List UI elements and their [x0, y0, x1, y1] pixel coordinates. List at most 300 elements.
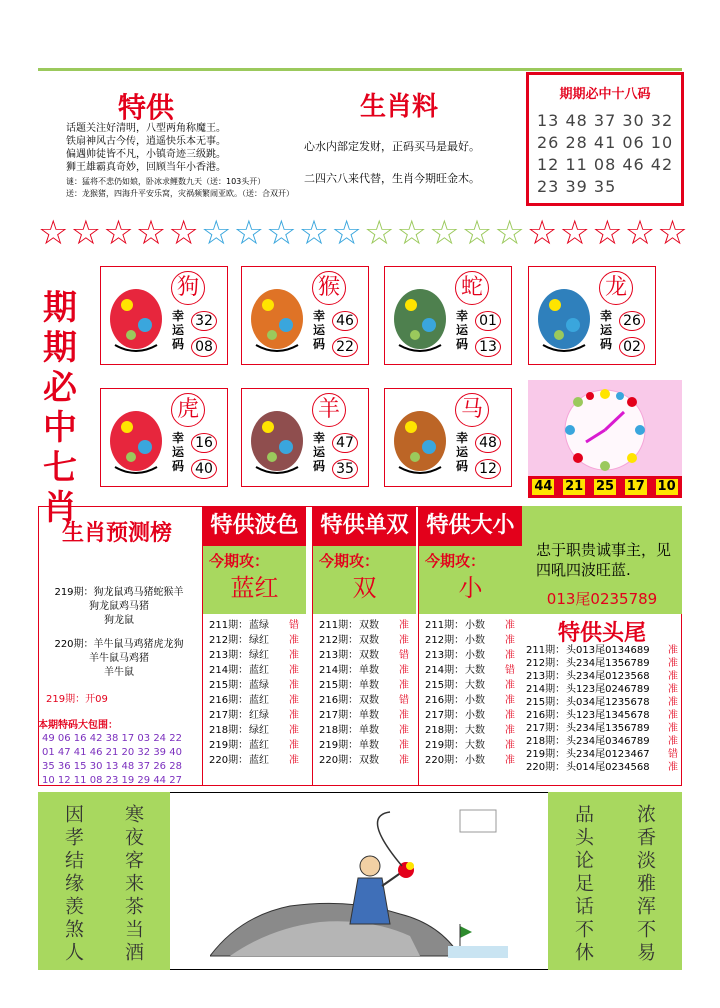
mark: 错	[505, 665, 515, 676]
lucky-number: 08	[191, 337, 217, 357]
lucky-number: 32	[191, 311, 217, 331]
history-row	[209, 693, 306, 708]
number-row: 13 48 37 30 32	[537, 111, 674, 130]
history-row	[425, 678, 522, 693]
lucky-number: 01	[475, 311, 501, 331]
zodiac-card	[384, 388, 512, 487]
pick: 双数	[359, 620, 379, 631]
pick: 头234尾0123568	[566, 671, 650, 682]
forecast-line: 狗龙鼠	[104, 615, 134, 626]
seven-side-title	[38, 288, 82, 528]
period: 211期：	[319, 620, 359, 631]
period: 220期：	[425, 755, 465, 766]
verse-column: 寒夜客来茶当酒	[122, 804, 144, 965]
mark: 准	[668, 645, 678, 656]
history-row	[425, 693, 522, 708]
pick: 大数	[465, 740, 485, 751]
period: 217期：	[526, 723, 566, 734]
lucky-label: 幸 运 码	[312, 431, 325, 473]
pick: 蓝红	[249, 665, 269, 676]
star-icon: ☆	[429, 213, 460, 253]
forecast-section	[38, 506, 200, 786]
pick: 小数	[465, 635, 485, 646]
period: 213期：	[319, 650, 359, 661]
period: 216期：	[319, 695, 359, 706]
mark: 准	[289, 710, 299, 721]
eighteen-numbers	[529, 102, 681, 198]
history-row	[319, 738, 416, 753]
history-row	[209, 708, 306, 723]
lucky-number: 13	[475, 337, 501, 357]
title-shengxiao: 生肖料	[360, 92, 439, 122]
column-title: 特供波色	[203, 506, 306, 546]
mark: 错	[668, 749, 678, 760]
pick: 大数	[465, 680, 485, 691]
lucky-number: 46	[332, 311, 358, 331]
history-row	[319, 618, 416, 633]
poem-line: 话题关注好清明，八型两角称魔王。	[66, 123, 226, 134]
tail-row	[526, 696, 686, 709]
period: 215期：	[209, 680, 249, 691]
clock-number: 21	[565, 479, 584, 494]
mark: 准	[289, 650, 299, 661]
mark: 准	[399, 740, 409, 751]
prediction-column	[202, 506, 306, 786]
mark: 准	[289, 725, 299, 736]
right-verse-panel	[548, 792, 682, 970]
lucky-label: 幸 运 码	[455, 309, 468, 351]
mark: 准	[668, 697, 678, 708]
history-row	[319, 753, 416, 768]
lucky-number: 16	[191, 433, 217, 453]
mark: 准	[505, 725, 515, 736]
pick: 头234尾1356789	[566, 658, 650, 669]
top-divider	[38, 68, 682, 71]
pick: 头234尾0123467	[566, 749, 650, 760]
tail-row	[526, 748, 686, 761]
zodiac-card	[528, 266, 656, 365]
star-row	[38, 214, 688, 252]
history-row	[425, 633, 522, 648]
number-row: 12 11 08 46 42	[537, 155, 674, 174]
attack-value: 双	[352, 574, 377, 602]
lucky-number: 22	[332, 337, 358, 357]
column-title: 特供大小	[419, 506, 522, 546]
scholar-icon	[210, 806, 510, 962]
mark: 准	[505, 710, 515, 721]
period: 218期：	[209, 725, 249, 736]
period: 218期：	[526, 736, 566, 747]
period: 211期：	[526, 645, 566, 656]
side-title-char: 七	[43, 448, 77, 488]
period: 215期：	[425, 680, 465, 691]
period: 216期：	[526, 710, 566, 721]
clock-number: 25	[595, 479, 615, 494]
pick: 头123尾0246789	[566, 684, 650, 695]
attack-box	[419, 546, 522, 614]
scholar-illustration	[210, 806, 510, 962]
history-row	[209, 618, 306, 633]
pick: 蓝红	[249, 695, 269, 706]
number-row: 26 28 41 06 10	[537, 133, 674, 152]
period: 213期：	[425, 650, 465, 661]
mark: 准	[399, 665, 409, 676]
saying-text: 忠于职贵诚事主，见四吼四波旺蓝.	[536, 541, 672, 579]
poem-line: 狮王雄霸真奇妙，回顾当年小香港。	[66, 162, 226, 173]
forecast-line: 羊牛鼠马鸡猪	[89, 653, 149, 664]
forecast-line: 羊牛鼠	[104, 667, 134, 678]
zodiac-name: 猴	[312, 271, 346, 305]
pick: 单数	[359, 665, 379, 676]
pick: 双数	[359, 755, 379, 766]
history-row	[425, 708, 522, 723]
history-row	[319, 693, 416, 708]
mark: 准	[289, 755, 299, 766]
history-row	[209, 753, 306, 768]
pick: 双数	[359, 650, 379, 661]
star-icon: ☆	[592, 213, 623, 253]
pack-title: 本期特码大包围：	[38, 720, 118, 731]
star-icon: ☆	[526, 213, 558, 253]
verse-column: 因孝结缘羡煞人	[62, 804, 84, 965]
attack-box	[203, 546, 306, 614]
zodiac-name: 羊	[312, 393, 346, 427]
mark: 错	[289, 620, 299, 631]
tail-row	[526, 709, 686, 722]
star-icon: ☆	[38, 213, 69, 253]
history-row	[319, 678, 416, 693]
poem	[66, 122, 304, 174]
side-title-char: 期	[43, 328, 77, 368]
history-row	[319, 723, 416, 738]
tail-row	[526, 761, 686, 774]
period: 220期：	[319, 755, 359, 766]
pick: 绿红	[249, 650, 269, 661]
zodiac-papercut-icon	[389, 397, 451, 481]
tail-row	[526, 670, 686, 683]
side-title-char: 中	[43, 408, 77, 448]
zodiac-card	[100, 388, 228, 487]
number-row: 23 39 35	[537, 177, 617, 196]
zodiac-papercut-icon	[389, 275, 451, 359]
pick: 单数	[359, 710, 379, 721]
pick: 小数	[465, 710, 485, 721]
pick: 头123尾1345678	[566, 710, 650, 721]
pick: 单数	[359, 740, 379, 751]
period: 212期：	[209, 635, 249, 646]
zodiac-papercut-icon	[105, 397, 167, 481]
period: 219期：	[425, 740, 465, 751]
clock-number: 44	[534, 479, 553, 494]
pick: 蓝绿	[249, 680, 269, 691]
lucky-label: 幸 运 码	[599, 309, 612, 351]
mark: 准	[289, 665, 299, 676]
lucky-number: 35	[332, 459, 358, 479]
history-row	[425, 738, 522, 753]
prediction-column	[312, 506, 416, 786]
pick: 单数	[359, 725, 379, 736]
forecast-220	[38, 638, 200, 680]
mark: 准	[505, 755, 515, 766]
history-row	[425, 753, 522, 768]
star-icon: ☆	[624, 213, 656, 253]
mark: 准	[668, 762, 678, 773]
zodiac-card	[100, 266, 228, 365]
history-rows	[203, 614, 306, 768]
attack-box	[313, 546, 416, 614]
history-rows	[419, 614, 522, 768]
star-icon: ☆	[363, 213, 395, 253]
period: 214期：	[209, 665, 249, 676]
clock-number: 17	[626, 479, 645, 494]
lucky-number: 12	[475, 459, 501, 479]
pick: 双数	[359, 635, 379, 646]
period: 218期：	[319, 725, 359, 736]
period: 213期：	[526, 671, 566, 682]
period: 215期：	[526, 697, 566, 708]
history-rows	[313, 614, 416, 768]
period: 216期：	[425, 695, 465, 706]
forecast-title: 生肖预测榜	[62, 521, 173, 546]
mark: 准	[289, 740, 299, 751]
tail-row	[526, 735, 686, 748]
mark: 准	[399, 680, 409, 691]
history-row	[425, 663, 522, 678]
pick: 头034尾1235678	[566, 697, 650, 708]
zodiac-name: 虎	[171, 393, 205, 427]
pick: 蓝绿	[249, 620, 269, 631]
side-title-char: 期	[43, 288, 77, 328]
period: 219期：	[319, 740, 359, 751]
zodiac-name: 蛇	[455, 271, 489, 305]
history-row	[425, 648, 522, 663]
prediction-column	[418, 506, 522, 786]
zodiac-card	[241, 388, 369, 487]
mark: 准	[399, 755, 409, 766]
star-icon: ☆	[168, 213, 199, 253]
lucky-label: 幸 运 码	[455, 431, 468, 473]
mark: 准	[668, 684, 678, 695]
history-row	[319, 648, 416, 663]
pack-numbers	[42, 732, 182, 788]
period: 214期：	[526, 684, 566, 695]
mark: 准	[399, 620, 409, 631]
mark: 准	[505, 680, 515, 691]
forecast-line: 狗龙鼠鸡马猪	[89, 601, 149, 612]
mark: 准	[668, 658, 678, 669]
history-row	[425, 723, 522, 738]
period: 217期：	[425, 710, 465, 721]
mark: 准	[289, 680, 299, 691]
forecast-result: 219期：开09	[46, 694, 108, 705]
zodiac-name: 马	[455, 393, 489, 427]
star-icon: ☆	[70, 213, 102, 253]
star-icon: ☆	[266, 213, 297, 253]
period: 212期：	[319, 635, 359, 646]
history-row	[319, 633, 416, 648]
riddle-note	[66, 176, 316, 200]
pick: 小数	[465, 650, 485, 661]
mark: 准	[289, 695, 299, 706]
side-title-char: 肖	[43, 488, 77, 528]
pick: 头234尾1356789	[566, 723, 650, 734]
star-icon: ☆	[494, 213, 525, 253]
mark: 准	[668, 723, 678, 734]
mark: 准	[505, 635, 515, 646]
mark: 准	[399, 635, 409, 646]
saying-box	[522, 506, 682, 614]
mark: 准	[399, 725, 409, 736]
zodiac-name: 龙	[599, 271, 633, 305]
poem-line: 铁扇神风古今传，逍遥快乐本无事。	[66, 136, 226, 147]
pick: 小数	[465, 755, 485, 766]
pack-row: 10 12 11 08 23 19 29 44 27	[42, 775, 182, 786]
mark: 准	[505, 650, 515, 661]
forecast-219	[38, 586, 200, 628]
clock-number: 10	[657, 479, 676, 494]
period: 211期：	[425, 620, 465, 631]
lucky-label: 幸 运 码	[171, 431, 184, 473]
pick: 大数	[465, 665, 485, 676]
forecast-line: 220期：羊牛鼠马鸡猪虎龙狗	[54, 639, 184, 650]
period: 220期：	[526, 762, 566, 773]
history-row	[209, 633, 306, 648]
mark: 准	[668, 671, 678, 682]
star-icon: ☆	[331, 213, 362, 253]
period: 216期：	[209, 695, 249, 706]
attack-value: 小	[458, 574, 483, 602]
history-row	[319, 708, 416, 723]
pick: 小数	[465, 695, 485, 706]
verse-column: 浓香淡雅浑不易	[634, 804, 656, 965]
mark: 错	[399, 650, 409, 661]
column-title: 特供单双	[313, 506, 416, 546]
zodiac-papercut-icon	[246, 397, 308, 481]
pick: 红绿	[249, 710, 269, 721]
left-verse-panel	[38, 792, 170, 970]
tail-rows	[526, 644, 686, 774]
pack-row: 01 47 41 46 21 20 32 39 40	[42, 747, 182, 758]
shengxiao-line: 心水内部定发财，正码买马是最好。	[304, 140, 480, 153]
period: 215期：	[319, 680, 359, 691]
eighteen-code-box	[526, 72, 684, 206]
pick: 头013尾0134689	[566, 645, 650, 656]
history-row	[209, 648, 306, 663]
pick: 小数	[465, 620, 485, 631]
attack-label: 今期攻：	[425, 552, 486, 570]
pick: 绿红	[249, 635, 269, 646]
period: 214期：	[425, 665, 465, 676]
side-title-char: 必	[43, 368, 77, 408]
zodiac-card	[241, 266, 369, 365]
period: 219期：	[526, 749, 566, 760]
eighteen-title: 期期必中十八码	[559, 87, 651, 102]
history-row	[209, 723, 306, 738]
history-row	[425, 618, 522, 633]
tail-row	[526, 657, 686, 670]
mark: 错	[399, 695, 409, 706]
pick: 头234尾0346789	[566, 736, 650, 747]
zodiac-papercut-icon	[246, 275, 308, 359]
zodiac-name: 狗	[171, 271, 205, 305]
star-icon: ☆	[135, 213, 167, 253]
pack-row: 49 06 16 42 38 17 03 24 22	[42, 733, 182, 744]
attack-label: 今期攻：	[209, 552, 270, 570]
star-icon: ☆	[396, 213, 428, 253]
tail-row	[526, 644, 686, 657]
period: 220期：	[209, 755, 249, 766]
shengxiao-line: 二四六八来代替，生肖今期旺金木。	[304, 172, 480, 185]
note-line: 送：龙猴猪，四海升平安乐窝，灾祸频繁闹亚欧。（送：合双开）	[66, 189, 294, 198]
zodiac-papercut-icon	[105, 275, 167, 359]
mark: 准	[668, 710, 678, 721]
mark: 准	[399, 710, 409, 721]
attack-label: 今期攻：	[319, 552, 380, 570]
mark: 准	[505, 620, 515, 631]
pick: 蓝红	[249, 740, 269, 751]
mark: 准	[505, 695, 515, 706]
history-row	[319, 663, 416, 678]
tail-row	[526, 683, 686, 696]
star-icon: ☆	[298, 213, 330, 253]
mark: 准	[505, 740, 515, 751]
star-icon: ☆	[657, 213, 688, 253]
period: 213期：	[209, 650, 249, 661]
period: 218期：	[425, 725, 465, 736]
lucky-number: 40	[191, 459, 217, 479]
mark: 准	[289, 635, 299, 646]
lucky-number: 02	[619, 337, 645, 357]
lucky-number: 26	[619, 311, 645, 331]
pick: 双数	[359, 695, 379, 706]
star-icon: ☆	[461, 213, 493, 253]
history-row	[209, 738, 306, 753]
period: 219期：	[209, 740, 249, 751]
period: 212期：	[526, 658, 566, 669]
title-tegong: 特供	[118, 91, 175, 124]
period: 211期：	[209, 620, 249, 631]
history-row	[209, 678, 306, 693]
star-icon: ☆	[103, 213, 134, 253]
pick: 大数	[465, 725, 485, 736]
mark: 准	[668, 736, 678, 747]
clock-icon	[528, 380, 682, 476]
clock-number-bar	[528, 476, 682, 498]
verse-column: 品头论足话不休	[572, 804, 594, 965]
attack-value: 蓝红	[230, 574, 279, 602]
lucky-number: 47	[332, 433, 358, 453]
pack-row: 35 36 15 30 13 48 37 26 28	[42, 761, 182, 772]
lucky-label: 幸 运 码	[171, 309, 184, 351]
lucky-number: 48	[475, 433, 501, 453]
star-icon: ☆	[200, 213, 232, 253]
star-icon: ☆	[233, 213, 265, 253]
star-icon: ☆	[559, 213, 590, 253]
poem-line: 偏遇帅徒皆不凡，小镇奇迹三级跳。	[66, 149, 226, 160]
history-row	[209, 663, 306, 678]
pick: 单数	[359, 680, 379, 691]
tail-row	[526, 722, 686, 735]
forecast-line: 219期：狗龙鼠鸡马猪蛇猴羊	[54, 587, 184, 598]
lucky-label: 幸 运 码	[312, 309, 325, 351]
note-line: 谜：猛将不悲仍如娘，卧冰求鲤数九天（送：103头开）	[66, 177, 266, 186]
pick: 绿红	[249, 725, 269, 736]
tail-title: 特供头尾	[557, 621, 646, 646]
period: 217期：	[209, 710, 249, 721]
zodiac-card	[384, 266, 512, 365]
period: 212期：	[425, 635, 465, 646]
period: 214期：	[319, 665, 359, 676]
